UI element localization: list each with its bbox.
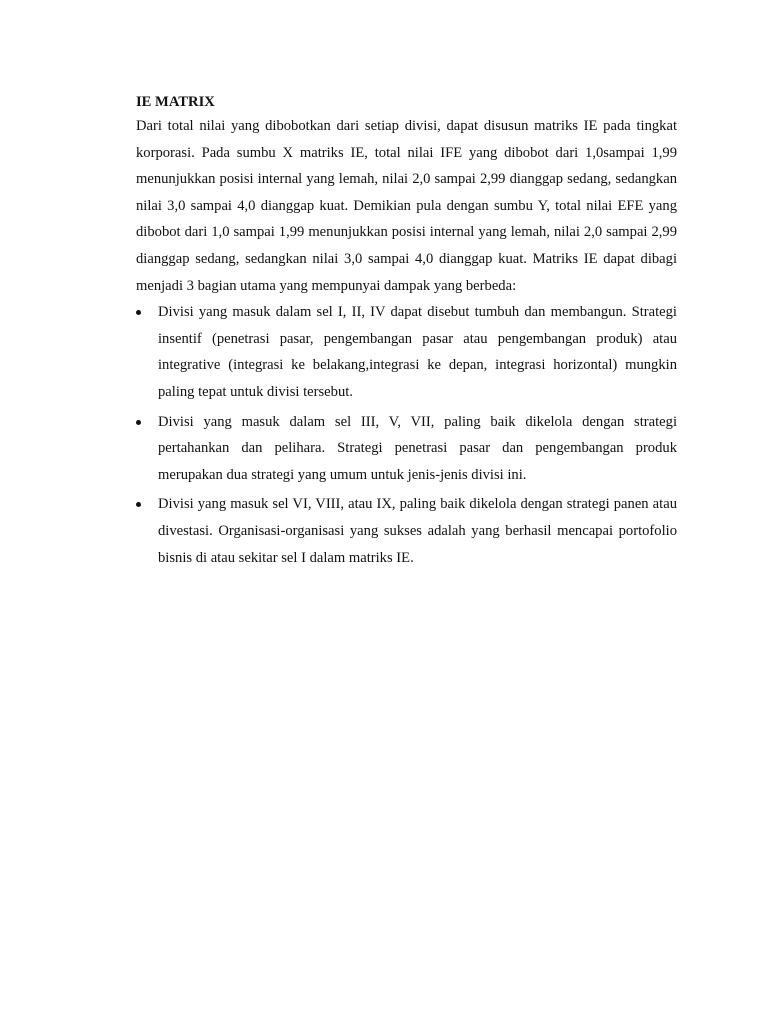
bullet-icon bbox=[136, 502, 141, 507]
bullet-icon bbox=[136, 420, 141, 425]
intro-paragraph: Dari total nilai yang dibobotkan dari setiap divisi, dapat disusun matriks IE pada tingkat korporasi. Pada sumbu X matriks IE, total nilai IFE yang dibobot dari 1,0sampai 1,99 menunjukkan posisi internal yang lemah, nilai 2,0 sampai 2,99 dianggap sedang, sedangkan nilai 3,0 sampai 4,0 dianggap kuat. Demikian pula dengan sumbu Y, total nilai EFE yang dibobot dari 1,0 sampai 1,99 menunjukkan posisi internal yang lemah, nilai 2,0 sampai 2,99 dianggap sedang, sedangkan nilai 3,0 sampai 4,0 dianggap kuat. Matriks IE dapat dibagi menjadi 3 bagian utama yang mempunyai dampak yang berbeda: bbox=[136, 118, 677, 294]
document-page bbox=[136, 91, 677, 571]
list-item bbox=[136, 491, 677, 571]
section-heading: IE MATRIX bbox=[136, 94, 215, 110]
list-item bbox=[136, 409, 677, 489]
list-item-text: Divisi yang masuk dalam sel III, V, VII, paling baik dikelola dengan strategi pertahankan dan pelihara. Strategi penetrasi pasar dan pengembangan produk merupakan dua strategi yang umum untuk jenis-jenis divisi ini. bbox=[158, 413, 677, 483]
list-item-text: Divisi yang masuk sel VI, VIII, atau IX, paling baik dikelola dengan strategi panen atau divestasi. Organisasi-organisasi yang sukses adalah yang berhasil mencapai portofolio bisnis di atau sekitar sel I dalam matriks IE. bbox=[158, 496, 677, 566]
list-item bbox=[136, 299, 677, 405]
bullet-list bbox=[136, 299, 677, 571]
list-item-text: Divisi yang masuk dalam sel I, II, IV dapat disebut tumbuh dan membangun. Strategi insentif (penetrasi pasar, pengembangan pasar atau pengembangan produk) atau integrative (integrasi ke belakang,integrasi ke depan, integrasi horizontal) mungkin paling tepat untuk divisi tersebut. bbox=[158, 304, 677, 400]
bullet-icon bbox=[136, 310, 141, 315]
